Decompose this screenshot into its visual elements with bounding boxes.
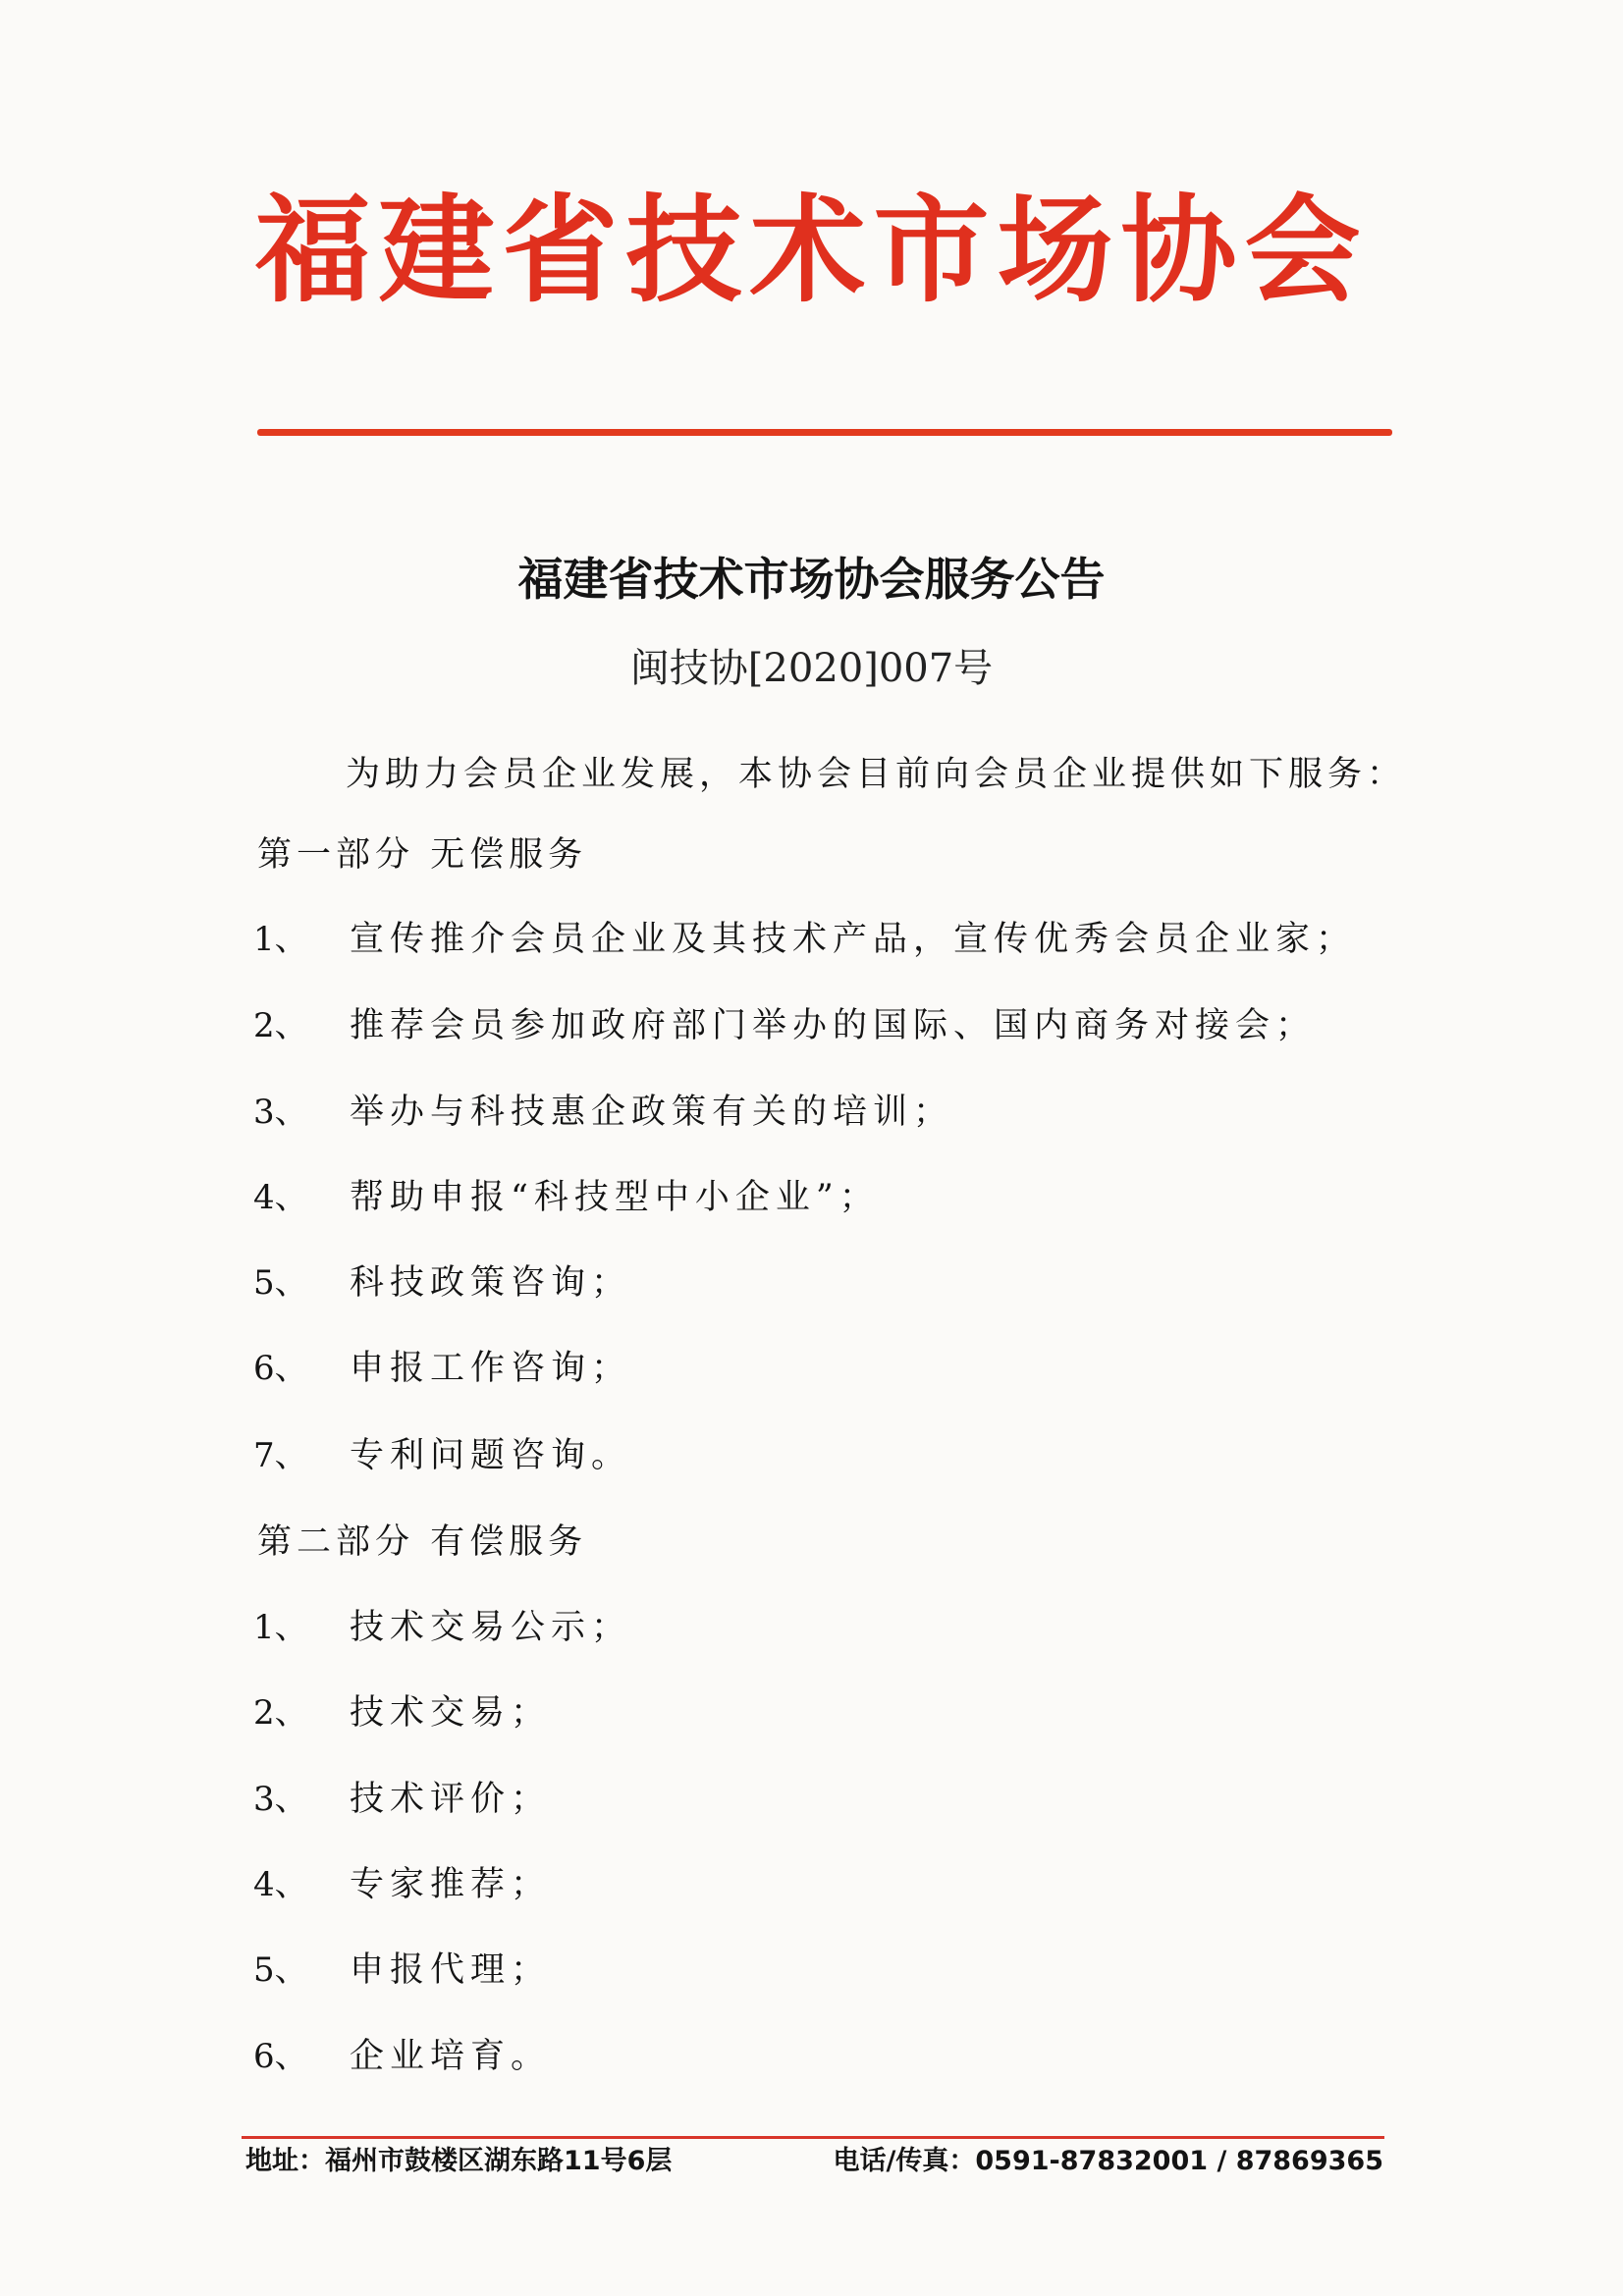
list-item — [253, 2037, 552, 2076]
list-item-text: 推荐会员参加政府部门举办的国际、国内商务对接会； — [350, 1006, 1317, 1045]
list-item — [253, 1950, 552, 1990]
list-item — [253, 1608, 632, 1647]
list-item-text: 技术交易； — [350, 1693, 552, 1733]
list-item-number: 3、 — [253, 1780, 308, 1819]
document-number: 闽技协[2020]007号 — [629, 646, 994, 691]
list-item-text: 申报工作咨询； — [350, 1349, 632, 1388]
list-item-number: 1、 — [253, 920, 308, 959]
section-heading-paid-services: 第二部分 有偿服务 — [257, 1522, 588, 1562]
list-item — [253, 1780, 552, 1819]
list-item-number: 2、 — [253, 1006, 308, 1045]
list-item-text: 宣传推介会员企业及其技术产品，宣传优秀会员企业家； — [350, 920, 1357, 959]
list-item-text: 帮助申报“科技型中小企业”； — [350, 1178, 880, 1217]
list-item-number: 3、 — [253, 1093, 308, 1132]
list-item — [253, 1693, 552, 1733]
footer-divider — [242, 2136, 1384, 2139]
list-item-text: 专家推荐； — [350, 1865, 552, 1904]
list-item — [253, 1263, 632, 1303]
footer-address: 地址：福州市鼓楼区湖东路11号6层 — [245, 2146, 673, 2176]
list-item-number: 6、 — [253, 2037, 308, 2076]
notice-title: 福建省技术市场协会服务公告 — [517, 553, 1106, 606]
list-item-text: 企业培育。 — [350, 2037, 552, 2076]
letterhead-divider — [257, 429, 1392, 436]
list-item — [253, 1006, 1317, 1045]
list-item — [253, 920, 1357, 959]
list-item-text: 技术评价； — [350, 1780, 552, 1819]
list-item-text: 科技政策咨询； — [350, 1263, 632, 1303]
list-item-number: 4、 — [253, 1865, 308, 1904]
footer-phone-fax: 电话/传真：0591-87832001 / 87869365 — [833, 2146, 1383, 2176]
letterhead-org-name: 福建省技术市场协会 — [254, 183, 1369, 318]
list-item-text: 技术交易公示； — [350, 1608, 632, 1647]
list-item — [253, 1865, 552, 1904]
intro-paragraph: 为助力会员企业发展，本协会目前向会员企业提供如下服务： — [346, 755, 1407, 794]
list-item-text: 专利问题咨询。 — [350, 1436, 632, 1475]
list-item-text: 申报代理； — [350, 1950, 552, 1990]
list-item-number: 1、 — [253, 1608, 308, 1647]
list-item — [253, 1436, 632, 1475]
list-item-number: 5、 — [253, 1950, 308, 1990]
list-item — [253, 1349, 632, 1388]
list-item-number: 7、 — [253, 1436, 308, 1475]
list-item-text: 举办与科技惠企政策有关的培训； — [350, 1093, 954, 1132]
list-item-number: 6、 — [253, 1349, 308, 1388]
list-item-number: 2、 — [253, 1693, 308, 1733]
list-item-number: 4、 — [253, 1178, 308, 1217]
list-item — [253, 1178, 880, 1217]
list-item-number: 5、 — [253, 1263, 308, 1303]
list-item — [253, 1095, 953, 1130]
section-heading-free-services: 第一部分 无偿服务 — [257, 835, 588, 875]
